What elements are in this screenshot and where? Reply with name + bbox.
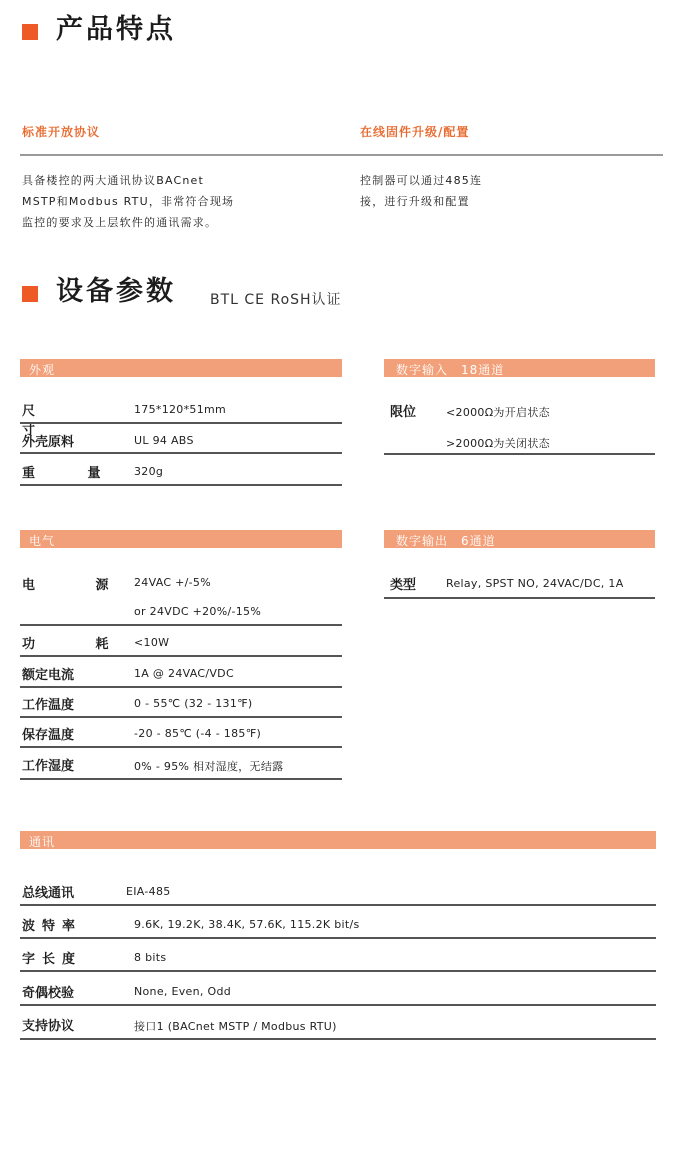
label-rated-current: 额定电流 bbox=[22, 668, 75, 683]
label-storage-temp: 保存温度 bbox=[22, 728, 75, 743]
value-rated-current: 1A @ 24VAC/VDC bbox=[134, 667, 234, 680]
feature-desc-firmware bbox=[360, 170, 640, 212]
row-divider bbox=[384, 453, 655, 455]
feature-desc-line: 监控的要求及上层软件的通讯需求。 bbox=[22, 216, 218, 229]
cert-text: BTL CE RoSH认证 bbox=[210, 292, 342, 308]
label-power-consumption bbox=[22, 633, 137, 652]
row-divider bbox=[384, 597, 655, 599]
value-weight: 320g bbox=[134, 465, 164, 478]
value-bus: EIA-485 bbox=[126, 885, 171, 898]
feature-desc-protocol bbox=[22, 170, 342, 233]
value-shell-material: UL 94 ABS bbox=[134, 434, 194, 447]
value-output-type: Relay, SPST NO, 24VAC/DC, 1A bbox=[446, 577, 624, 590]
row-divider bbox=[20, 937, 656, 939]
label-word-length-text: 字长度 bbox=[22, 952, 83, 967]
feature-desc-line: MSTP和Modbus RTU，非常符合现场 bbox=[22, 195, 235, 208]
row-divider bbox=[20, 484, 342, 486]
value-size: 175*120*51mm bbox=[134, 403, 227, 416]
label-supported-protocol: 支持协议 bbox=[22, 1019, 75, 1034]
label-bus: 总线通讯 bbox=[22, 886, 75, 901]
features-title: 产品特点 bbox=[56, 14, 176, 45]
feature-desc-line: 具备楼控的两大通讯协议BACnet bbox=[22, 174, 205, 187]
label-word-length bbox=[22, 948, 82, 967]
label-output-type: 类型 bbox=[390, 578, 417, 593]
label-baud-rate bbox=[22, 915, 82, 934]
row-divider bbox=[20, 1004, 656, 1006]
row-divider bbox=[20, 655, 342, 657]
value-operating-temp: 0 - 55℃ (32 - 131℉) bbox=[134, 697, 253, 710]
value-limit-closed: >2000Ω为关闭状态 bbox=[446, 437, 550, 450]
label-baud-rate-text: 波特率 bbox=[22, 919, 83, 934]
params-title: 设备参数 bbox=[56, 276, 176, 307]
value-limit-open: <2000Ω为开启状态 bbox=[446, 406, 550, 419]
section-marker-features bbox=[22, 24, 38, 40]
row-divider bbox=[20, 970, 656, 972]
row-divider bbox=[20, 422, 342, 424]
header-communication bbox=[20, 831, 656, 849]
label-size-text: 尺 寸 bbox=[22, 404, 62, 438]
value-supported-protocol: 接口1 (BACnet MSTP / Modbus RTU) bbox=[134, 1020, 337, 1033]
label-shell-material: 外壳原料 bbox=[22, 435, 75, 450]
value-power-ac: 24VAC +/-5% bbox=[134, 576, 211, 589]
row-divider bbox=[20, 778, 342, 780]
feature-heading-protocol: 标准开放协议 bbox=[22, 125, 101, 139]
header-appearance-label: 外观 bbox=[29, 363, 56, 377]
row-divider bbox=[20, 904, 656, 906]
label-parity: 奇偶校验 bbox=[22, 986, 75, 1001]
label-weight bbox=[22, 462, 125, 481]
header-digital-input-label: 数字输入 18通道 bbox=[396, 363, 505, 377]
header-digital-input bbox=[384, 359, 655, 377]
label-humidity: 工作湿度 bbox=[22, 759, 75, 774]
feature-heading-firmware: 在线固件升级/配置 bbox=[360, 125, 470, 139]
row-divider bbox=[20, 716, 342, 718]
label-power bbox=[22, 574, 137, 593]
row-divider bbox=[20, 746, 342, 748]
value-baud-rate: 9.6K, 19.2K, 38.4K, 57.6K, 115.2K bit/s bbox=[134, 918, 360, 931]
header-digital-output bbox=[384, 530, 655, 548]
header-electrical bbox=[20, 530, 342, 548]
value-storage-temp: -20 - 85℃ (-4 - 185℉) bbox=[134, 727, 262, 740]
label-limit: 限位 bbox=[390, 405, 417, 420]
feature-desc-line: 控制器可以通过485连 bbox=[360, 174, 483, 187]
value-word-length: 8 bits bbox=[134, 951, 167, 964]
row-divider bbox=[20, 624, 342, 626]
label-weight-text: 重 量 bbox=[22, 466, 125, 481]
features-divider bbox=[20, 154, 663, 156]
row-divider bbox=[20, 1038, 656, 1040]
value-humidity: 0% - 95% 相对湿度，无结露 bbox=[134, 760, 284, 773]
section-marker-params bbox=[22, 286, 38, 302]
header-appearance bbox=[20, 359, 342, 377]
value-power-consumption: <10W bbox=[134, 636, 170, 649]
feature-desc-line: 接，进行升级和配置 bbox=[360, 195, 470, 208]
value-power-dc: or 24VDC +20%/-15% bbox=[134, 605, 262, 618]
header-communication-label: 通讯 bbox=[29, 835, 56, 849]
label-power-text: 电 源 bbox=[22, 578, 137, 593]
value-parity: None, Even, Odd bbox=[134, 985, 232, 998]
header-electrical-label: 电气 bbox=[29, 534, 56, 548]
row-divider bbox=[20, 452, 342, 454]
label-operating-temp: 工作温度 bbox=[22, 698, 75, 713]
label-power-consumption-text: 功 耗 bbox=[22, 637, 137, 652]
header-digital-output-label: 数字输出 6通道 bbox=[396, 534, 496, 548]
row-divider bbox=[20, 686, 342, 688]
